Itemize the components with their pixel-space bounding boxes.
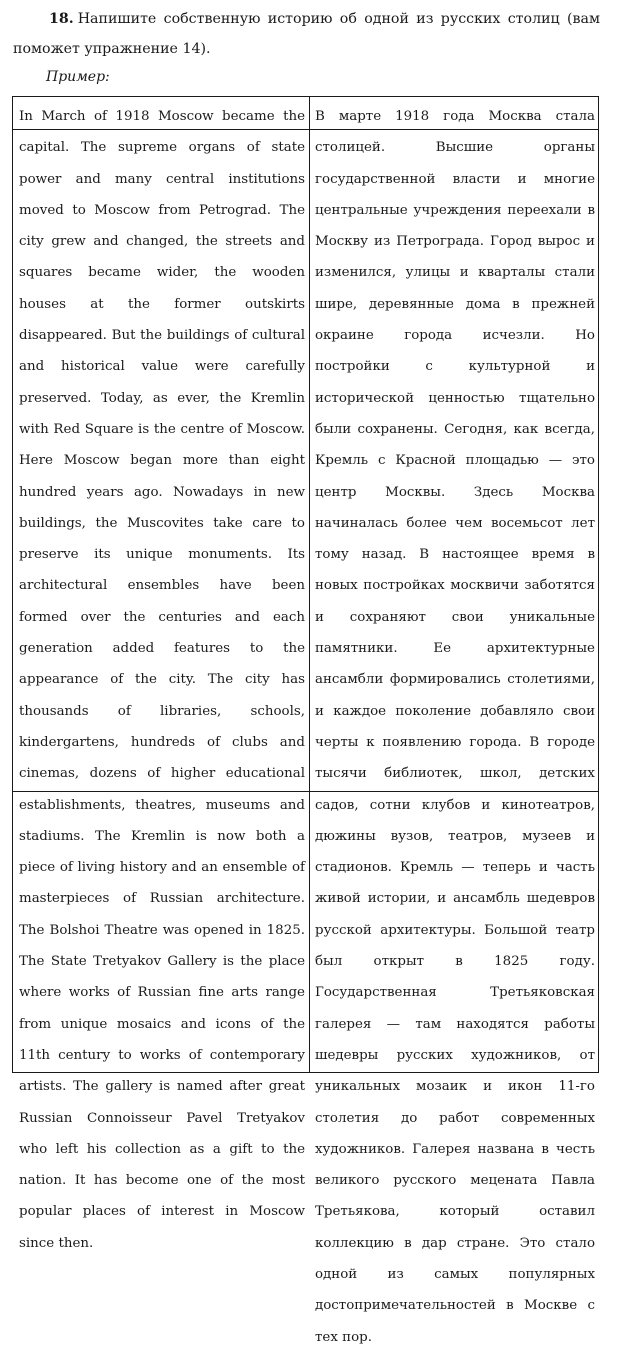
task-number: 18. bbox=[49, 11, 74, 27]
translation-table bbox=[12, 96, 599, 1345]
russian-text-cell: В марте 1918 года Москва стала столицей. Высшие органы государственной власти и многие центральные учреждения переехали в Москву из Петрограда. Город вырос и изменился, улицы и кварталы стали шире, деревянные дома в прежней окраине города исчезли. Но постройки с культурной и исторической ценностью тщательно были сохранены. Сегодня, как всегда, Кремль с Красной площадью — это центр Москвы. Здесь Москва начиналась более чем восемьсот лет тому назад. В настоящее время в новых постройках москвичи заботятся и сохраняют свои уникальные памятники. Ее архитектурные ансамбли формировались столетиями, и каждое поколение добавляло свои черты к появлению города. В городе тысячи библиотек, школ, детских садов, сотни клубов и кинотеатров, дюжины вузов, театров, музеев и стадионов. Кремль — теперь и часть живой истории, и ансамбль шедевров русской архитектуры. Большой театр был открыт в 1825 году. Государственная Третьяковская галерея — там находятся работы шедевры русских художников, от уникальных мозаик и икон 11-го столетия до работ современных художников. Галерея названа в честь великого русского мецената Павла Третьякова, который оставил коллекцию в дар стране. Это стало одной из самых популярных достопримечательностей в Москве с тех пор. bbox=[315, 109, 595, 1345]
task-statement bbox=[13, 4, 600, 64]
task-text: Напишите собственную историю об одной из русских столиц (вам поможет упражнение 14). bbox=[13, 11, 600, 57]
english-text-cell: In March of 1918 Moscow became the capital. The supreme organs of state power and many central institutions moved to Moscow from Petrograd. The city grew and changed, the streets and squares became wider, the wooden houses at the former outskirts disappeared. But the buildings of cultural and historical value were carefully preserved. Today, as ever, the Kremlin with Red Square is the centre of Moscow. Here Moscow began more than eight hundred years ago. Nowadays in new buildings, the Muscovites take care to preserve its unique monuments. Its architectural ensembles have been formed over the centuries and each generation added features to the appearance of the city. The city has thousands of libraries, schools, kindergartens, hundreds of clubs and cinemas, dozens of higher educational establishments, theatres, museums and stadiums. The Kremlin is now both a piece of living history and an ensemble of masterpieces of Russian architecture. The Bolshoi Theatre was opened in 1825. The State Tretyakov Gallery is the place where works of Russian fine arts range from unique mosaics and icons of the 11th century to works of contemporary artists. The gallery is named after great Russian Connoisseur Pavel Tretyakov who left his collection as a gift to the nation. It has become one of the most popular places of interest in Moscow since then. bbox=[19, 109, 305, 1251]
example-label: Пример: bbox=[46, 69, 110, 85]
column-divider bbox=[309, 97, 310, 1072]
